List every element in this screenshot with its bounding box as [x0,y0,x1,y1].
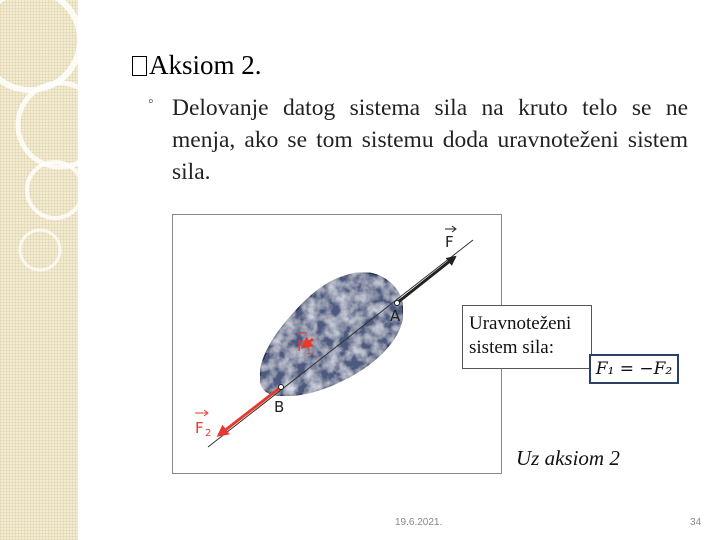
point-a-marker [395,301,400,306]
figure-caption: Uz aksiom 2 [516,446,620,470]
bullet-marker: ◦ [148,93,154,110]
missing-glyph-icon [132,56,147,76]
line-of-action [208,240,473,447]
svg-text:F: F [195,419,204,437]
force-f-arrow [397,257,455,303]
page-number: 34 [690,517,702,528]
point-b-marker [279,385,284,390]
axiom-figure [172,214,502,474]
slide-date: 19.6.2021. [395,517,443,528]
svg-text:2: 2 [205,428,212,439]
force-f-label [445,226,456,251]
body-paragraph: Delovanje datog sistema sila na kruto telo se ne menja, ako se tom sistemu doda uravnoteženi sistem sila. [172,95,688,185]
force-f2-arrow [219,387,281,435]
point-b-label: B [274,398,285,416]
svg-text:F: F [297,339,306,355]
slide-title [132,50,262,81]
svg-text:1: 1 [306,347,312,357]
point-a-label: A [390,307,401,325]
force-diagram [173,215,503,475]
rigid-body-shape [260,273,403,396]
equilibrium-callout: Uravnoteženi sistem sila: [462,305,592,369]
slide-title-text: Aksiom 2. [149,50,262,80]
svg-text:F: F [445,233,454,251]
force-f2-label [195,410,211,439]
equilibrium-equation: F₁ = −F₂ [589,354,679,384]
decorative-circles [0,0,130,300]
